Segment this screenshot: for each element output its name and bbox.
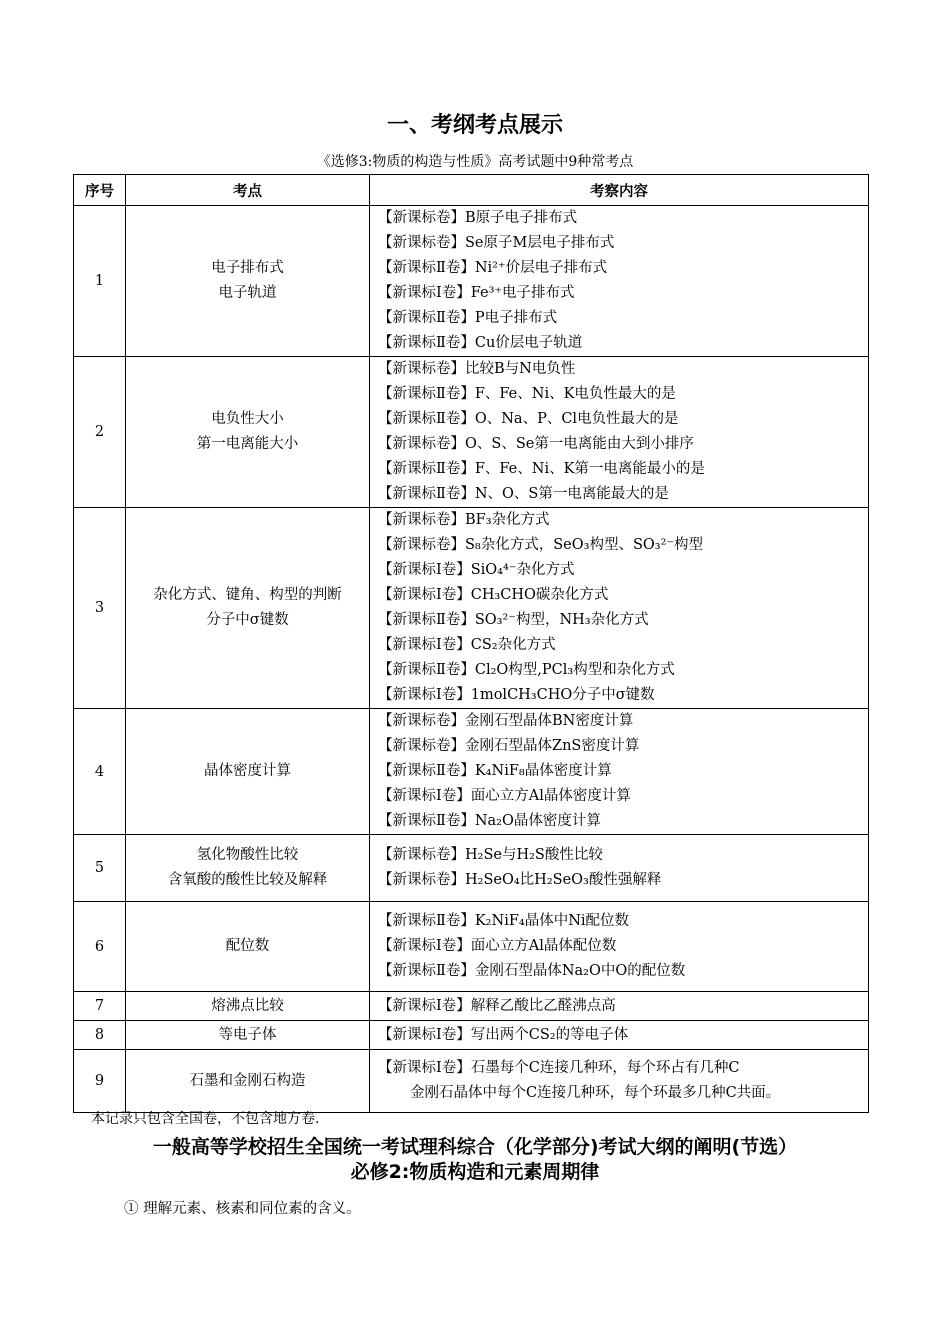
- row-number: 6: [74, 902, 126, 992]
- exam-points-table: [73, 174, 869, 1113]
- content-item: 【新课标Ⅰ卷】面心立方Al晶体密度计算: [378, 788, 631, 804]
- content-item: 【新课标Ⅱ卷】Ni²⁺价层电子排布式: [378, 260, 608, 276]
- header-topic: 考点: [126, 175, 370, 206]
- row-topic: [126, 1021, 370, 1050]
- row-content: [370, 835, 869, 902]
- content-item: 【新课标卷】Se原子M层电子排布式: [378, 235, 615, 251]
- content-item: 【新课标Ⅰ卷】SiO₄⁴⁻杂化方式: [378, 562, 575, 578]
- row-topic: [126, 206, 370, 357]
- table-row: [74, 1050, 869, 1113]
- content-item: 【新课标Ⅱ卷】Cl₂O构型,PCl₃构型和杂化方式: [378, 662, 675, 678]
- table-caption: 《选修3:物质的构造与性质》高考试题中9种常考点: [316, 154, 634, 170]
- content-item: 【新课标Ⅰ卷】解释乙酸比乙醛沸点高: [378, 997, 616, 1014]
- content-item: 【新课标Ⅱ卷】K₂NiF₄晶体中Ni配位数: [378, 913, 630, 929]
- row-content: [370, 709, 869, 835]
- content-item: 【新课标Ⅱ卷】F、Fe、Ni、K第一电离能最小的是: [378, 461, 705, 477]
- row-number: 3: [74, 508, 126, 709]
- topic-line: 杂化方式、键角、构型的判断: [153, 587, 342, 603]
- content-item: 【新课标Ⅰ卷】1molCH₃CHO分子中σ键数: [378, 687, 655, 703]
- content-item: 【新课标卷】O、S、Se第一电离能由大到小排序: [378, 436, 694, 452]
- table-row: [74, 835, 869, 902]
- section-subheading: 必修2:物质构造和元素周期律: [350, 1161, 600, 1183]
- page-title: 一、考纲考点展示: [386, 113, 563, 138]
- topic-line: 氢化物酸性比较: [196, 847, 299, 863]
- table-header-row: [74, 175, 869, 206]
- content-item: 【新课标Ⅱ卷】P电子排布式: [378, 310, 558, 326]
- section-heading: 一般高等学校招生全国统一考试理科综合（化学部分)考试大纲的阐明(节选）: [152, 1136, 798, 1158]
- table-row: [74, 992, 869, 1021]
- content-item: 【新课标Ⅰ卷】石墨每个C连接几种环，每个环占有几种C: [378, 1060, 740, 1076]
- row-topic: [126, 835, 370, 902]
- content-item: 金刚石晶体中每个C连接几种环，每个环最多几种C共面。: [410, 1085, 781, 1101]
- row-number: 9: [74, 1050, 126, 1113]
- content-item: 【新课标卷】H₂SeO₄比H₂SeO₃酸性强解释: [378, 872, 662, 888]
- topic-line: 电子排布式: [211, 260, 284, 276]
- row-content: [370, 357, 869, 508]
- content-item: 【新课标Ⅱ卷】N、O、S第一电离能最大的是: [378, 486, 669, 502]
- content-item: 【新课标Ⅰ卷】写出两个CS₂的等电子体: [378, 1026, 629, 1043]
- list-item: ① 理解元素、核素和同位素的含义。: [124, 1201, 361, 1217]
- row-topic: [126, 357, 370, 508]
- content-item: 【新课标Ⅰ卷】CS₂杂化方式: [378, 637, 556, 653]
- content-item: 【新课标Ⅰ卷】面心立方Al晶体配位数: [378, 938, 617, 954]
- row-content: [370, 992, 869, 1021]
- topic-line: 含氧酸的酸性比较及解释: [167, 872, 328, 888]
- content-item: 【新课标Ⅱ卷】O、Na、P、Cl电负性最大的是: [378, 411, 679, 427]
- topic-line: 配位数: [225, 938, 270, 954]
- table-row: [74, 508, 869, 709]
- topic-line: 晶体密度计算: [204, 763, 291, 779]
- content-item: 【新课标Ⅱ卷】SO₃²⁻构型，NH₃杂化方式: [378, 612, 649, 628]
- row-topic: [126, 902, 370, 992]
- table-row: [74, 709, 869, 835]
- row-content: [370, 508, 869, 709]
- content-item: 【新课标Ⅰ卷】Fe³⁺电子排布式: [378, 285, 575, 301]
- content-item: 【新课标Ⅱ卷】Cu价层电子轨道: [378, 335, 583, 351]
- row-number: 7: [74, 992, 126, 1021]
- row-topic: [126, 1050, 370, 1113]
- content-item: 【新课标Ⅱ卷】金刚石型晶体Na₂O中O的配位数: [378, 963, 686, 979]
- content-item: 【新课标卷】S₈杂化方式，SeO₃构型、SO₃²⁻构型: [378, 537, 704, 553]
- content-item: 【新课标卷】比较B与N电负性: [378, 361, 576, 377]
- row-topic: [126, 992, 370, 1021]
- topic-line: 分子中σ键数: [206, 612, 289, 628]
- row-topic: [126, 508, 370, 709]
- content-item: 【新课标Ⅰ卷】CH₃CHO碳杂化方式: [378, 587, 609, 603]
- row-number: 5: [74, 835, 126, 902]
- row-number: 4: [74, 709, 126, 835]
- topic-line: 熔沸点比较: [211, 997, 284, 1014]
- table-row: [74, 1021, 869, 1050]
- content-item: 【新课标Ⅱ卷】F、Fe、Ni、K电负性最大的是: [378, 386, 676, 402]
- topic-line: 第一电离能大小: [196, 436, 299, 452]
- header-no: 序号: [74, 175, 126, 206]
- content-item: 【新课标卷】金刚石型晶体BN密度计算: [378, 713, 634, 729]
- content-item: 【新课标Ⅱ卷】K₄NiF₈晶体密度计算: [378, 763, 612, 779]
- content-item: 【新课标Ⅱ卷】Na₂O晶体密度计算: [378, 813, 601, 829]
- row-content: [370, 1050, 869, 1113]
- header-content: 考察内容: [370, 175, 869, 206]
- row-number: 2: [74, 357, 126, 508]
- topic-line: 等电子体: [218, 1026, 277, 1043]
- table-row: [74, 206, 869, 357]
- content-item: 【新课标卷】B原子电子排布式: [378, 210, 578, 226]
- content-item: 【新课标卷】BF₃杂化方式: [378, 512, 550, 528]
- footnote: 本记录只包含全国卷，不包含地方卷.: [91, 1111, 320, 1127]
- content-item: 【新课标卷】金刚石型晶体ZnS密度计算: [378, 738, 640, 754]
- row-topic: [126, 709, 370, 835]
- row-content: [370, 902, 869, 992]
- topic-line: 电子轨道: [218, 285, 277, 301]
- topic-line: 石墨和金刚石构造: [189, 1072, 306, 1089]
- row-content: [370, 1021, 869, 1050]
- row-number: 8: [74, 1021, 126, 1050]
- content-item: 【新课标卷】H₂Se与H₂S酸性比较: [378, 847, 603, 863]
- row-content: [370, 206, 869, 357]
- table-row: [74, 357, 869, 508]
- topic-line: 电负性大小: [211, 411, 284, 427]
- row-number: 1: [74, 206, 126, 357]
- table-row: [74, 902, 869, 992]
